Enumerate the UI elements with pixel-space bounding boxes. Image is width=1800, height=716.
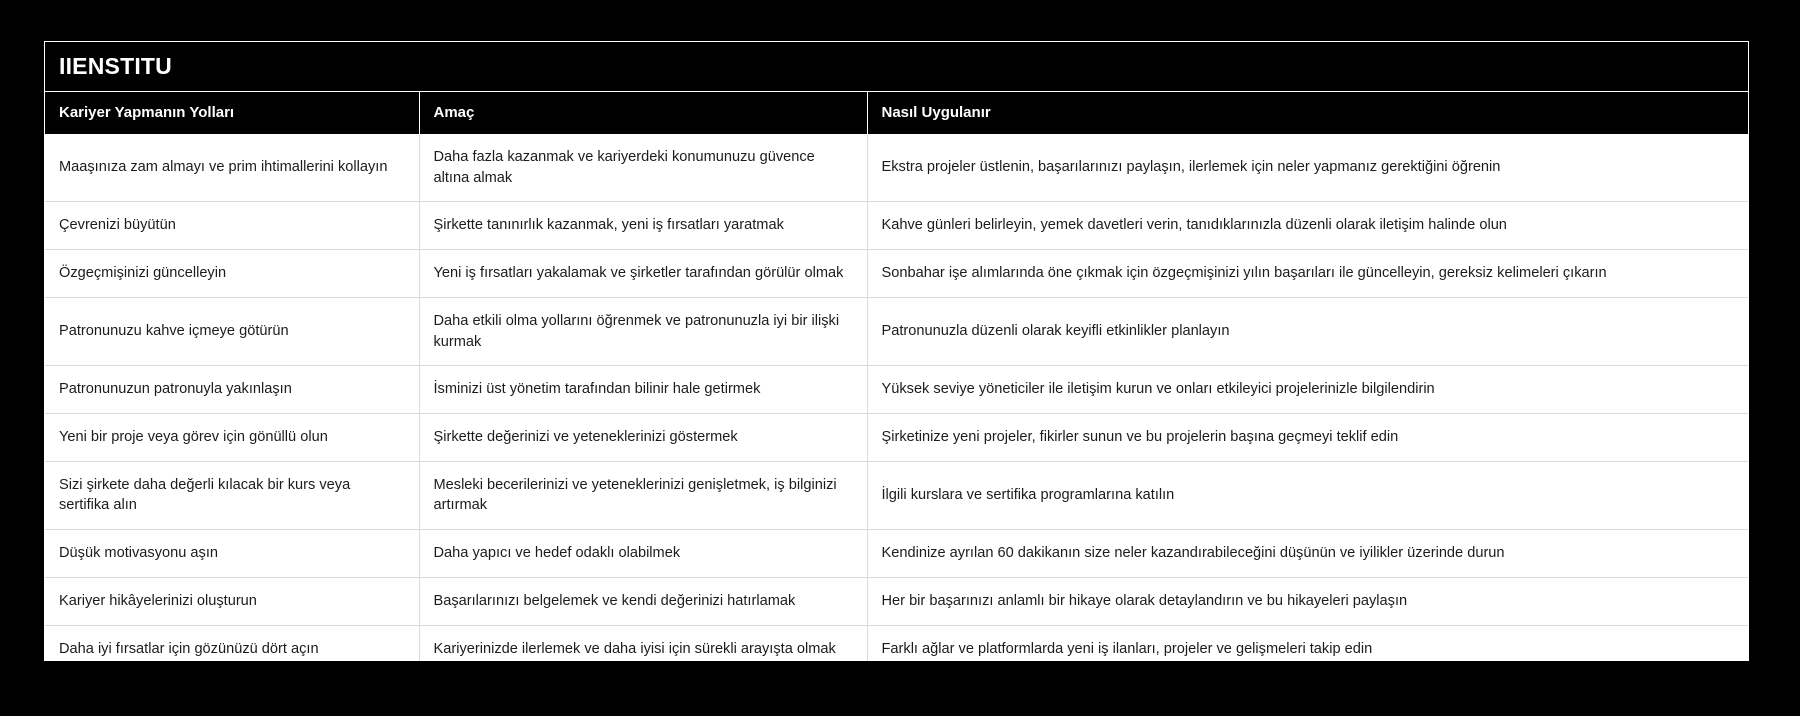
cell-way: Patronunuzun patronuyla yakınlaşın [45, 366, 419, 414]
table-row [45, 202, 1748, 250]
table-row [45, 625, 1748, 661]
table-row [45, 134, 1748, 202]
brand-title: IIENSTITU [59, 53, 172, 79]
column-header-ways: Kariyer Yapmanın Yolları [45, 92, 419, 134]
cell-way: Düşük motivasyonu aşın [45, 530, 419, 578]
table-row [45, 366, 1748, 414]
cell-purpose: Başarılarınızı belgelemek ve kendi değerinizi hatırlamak [419, 577, 867, 625]
table-header-row [45, 92, 1748, 134]
cell-purpose: Şirkette tanınırlık kazanmak, yeni iş fırsatları yaratmak [419, 202, 867, 250]
table-row [45, 414, 1748, 462]
cell-way: Özgeçmişinizi güncelleyin [45, 250, 419, 298]
table-row [45, 461, 1748, 529]
table-body [45, 134, 1748, 661]
cell-how: Her bir başarınızı anlamlı bir hikaye olarak detaylandırın ve bu hikayeleri paylaşın [867, 577, 1748, 625]
table-row [45, 297, 1748, 365]
cell-how: Ekstra projeler üstlenin, başarılarınızı paylaşın, ilerlemek için neler yapmanız gerektiğini öğrenin [867, 134, 1748, 202]
cell-purpose: Daha fazla kazanmak ve kariyerdeki konumunuzu güvence altına almak [419, 134, 867, 202]
cell-way: Çevrenizi büyütün [45, 202, 419, 250]
column-header-how: Nasıl Uygulanır [867, 92, 1748, 134]
cell-how: Yüksek seviye yöneticiler ile iletişim kurun ve onları etkileyici projelerinizle bilgilendirin [867, 366, 1748, 414]
cell-how: İlgili kurslara ve sertifika programlarına katılın [867, 461, 1748, 529]
brand-bar [45, 42, 1748, 92]
cell-how: Farklı ağlar ve platformlarda yeni iş ilanları, projeler ve gelişmeleri takip edin [867, 625, 1748, 661]
cell-purpose: Mesleki becerilerinizi ve yeteneklerinizi genişletmek, iş bilginizi artırmak [419, 461, 867, 529]
cell-how: Sonbahar işe alımlarında öne çıkmak için özgeçmişinizi yılın başarıları ile güncelleyin, gereksiz kelimeleri çıkarın [867, 250, 1748, 298]
cell-way: Sizi şirkete daha değerli kılacak bir kurs veya sertifika alın [45, 461, 419, 529]
cell-how: Kahve günleri belirleyin, yemek davetleri verin, tanıdıklarınızla düzenli olarak iletişim halinde olun [867, 202, 1748, 250]
cell-how: Kendinize ayrılan 60 dakikanın size neler kazandırabileceğini düşünün ve iyilikler üzerinde durun [867, 530, 1748, 578]
cell-purpose: Şirkette değerinizi ve yeteneklerinizi göstermek [419, 414, 867, 462]
cell-way: Kariyer hikâyelerinizi oluşturun [45, 577, 419, 625]
cell-purpose: İsminizi üst yönetim tarafından bilinir hale getirmek [419, 366, 867, 414]
table-row [45, 577, 1748, 625]
cell-how: Patronunuzla düzenli olarak keyifli etkinlikler planlayın [867, 297, 1748, 365]
table-row [45, 530, 1748, 578]
table-header [45, 92, 1748, 134]
career-table [45, 92, 1748, 661]
table-row [45, 250, 1748, 298]
cell-purpose: Yeni iş fırsatları yakalamak ve şirketler tarafından görülür olmak [419, 250, 867, 298]
cell-way: Daha iyi fırsatlar için gözünüzü dört açın [45, 625, 419, 661]
cell-purpose: Daha etkili olma yollarını öğrenmek ve patronunuzla iyi bir ilişki kurmak [419, 297, 867, 365]
career-table-card [44, 41, 1749, 661]
cell-purpose: Daha yapıcı ve hedef odaklı olabilmek [419, 530, 867, 578]
cell-way: Maaşınıza zam almayı ve prim ihtimallerini kollayın [45, 134, 419, 202]
cell-how: Şirketinize yeni projeler, fikirler sunun ve bu projelerin başına geçmeyi teklif edin [867, 414, 1748, 462]
cell-way: Yeni bir proje veya görev için gönüllü olun [45, 414, 419, 462]
cell-way: Patronunuzu kahve içmeye götürün [45, 297, 419, 365]
cell-purpose: Kariyerinizde ilerlemek ve daha iyisi için sürekli arayışta olmak [419, 625, 867, 661]
column-header-purpose: Amaç [419, 92, 867, 134]
